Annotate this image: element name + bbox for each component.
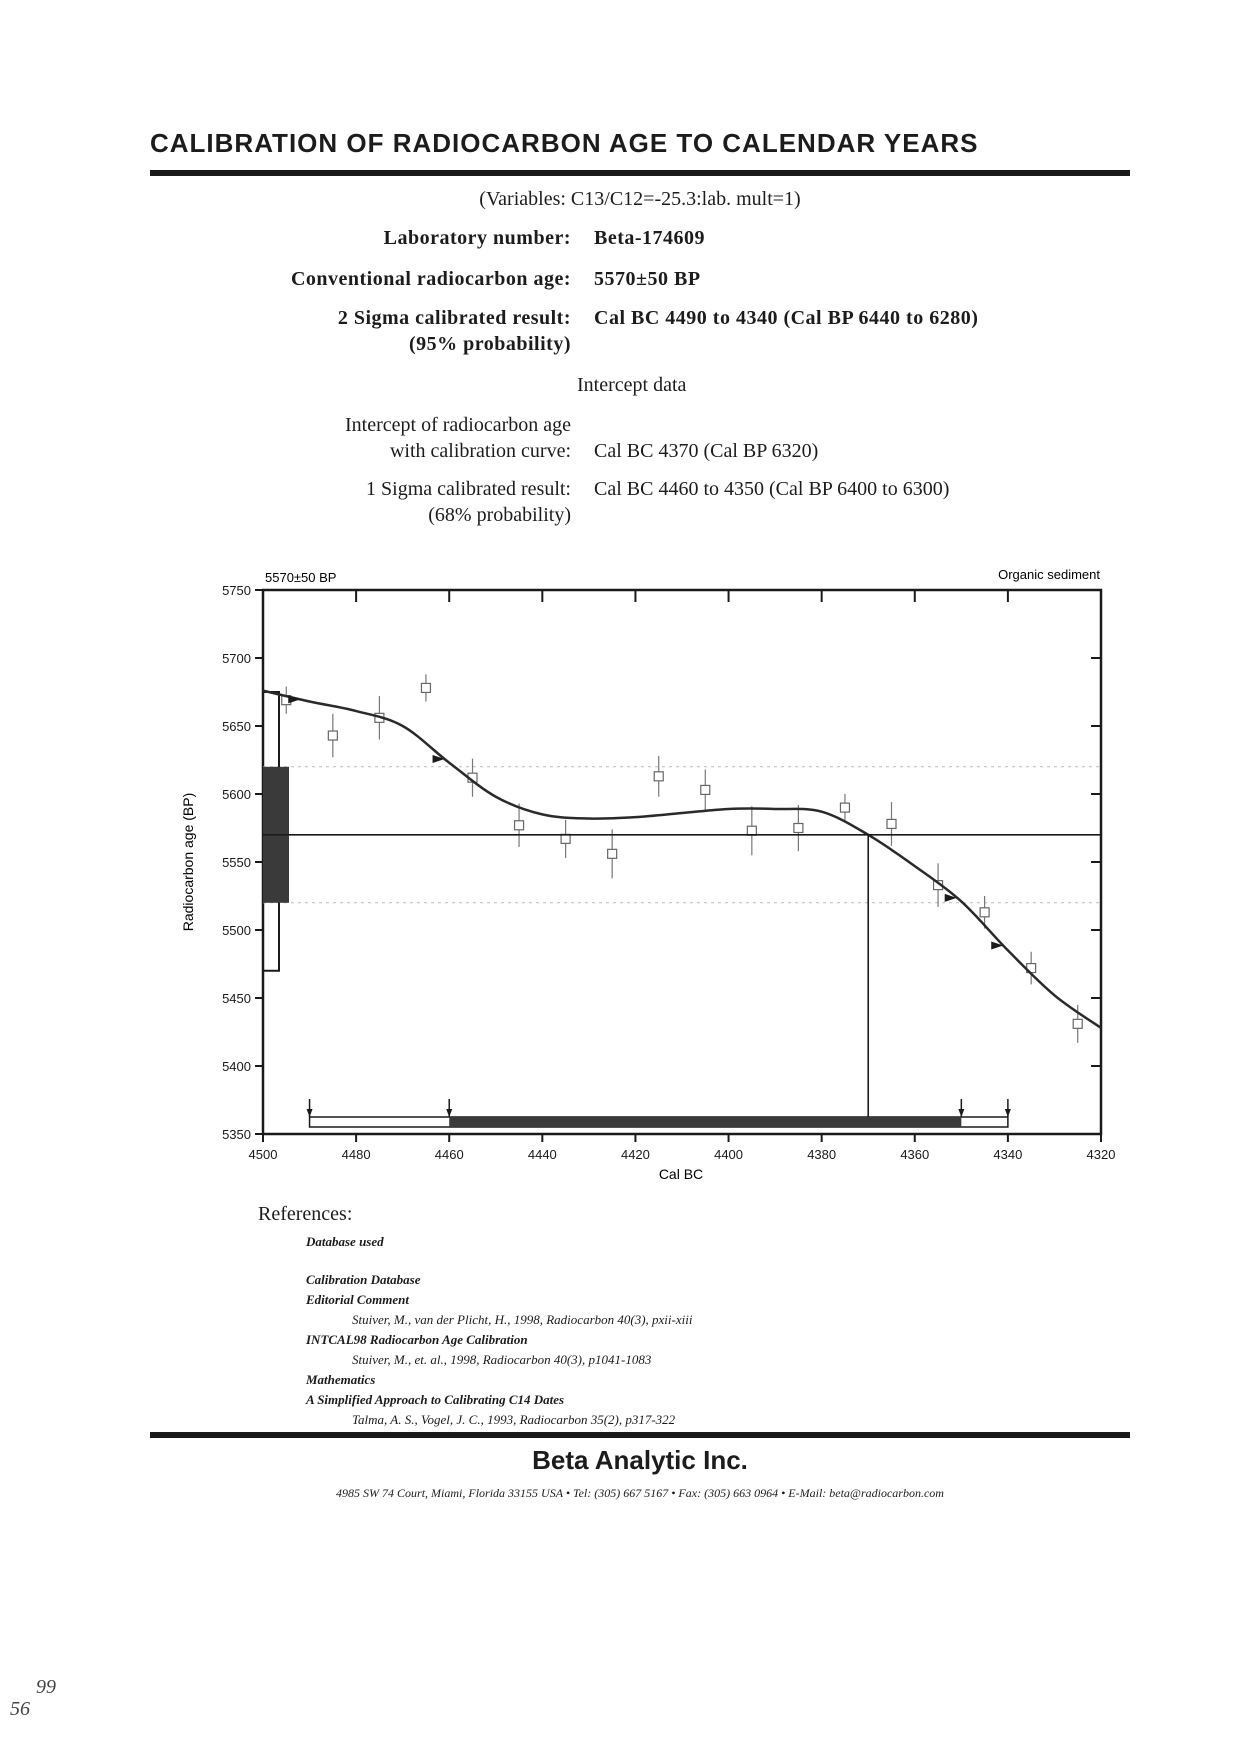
y-tick-label: 5600 bbox=[222, 787, 251, 802]
reference-3: Talma, A. S., Vogel, J. C., 1993, Radiocarbon 35(2), p317-322 bbox=[352, 1412, 676, 1427]
range-marker-arrow bbox=[1005, 1109, 1011, 1117]
data-point bbox=[747, 826, 756, 835]
company-name: Beta Analytic Inc. bbox=[532, 1445, 748, 1475]
sigma2-value: Cal BC 4490 to 4340 (Cal BP 6440 to 6280) bbox=[594, 307, 979, 329]
data-point bbox=[701, 785, 710, 794]
reference-1: Stuiver, M., van der Plicht, H., 1998, Radiocarbon 40(3), pxii-xiii bbox=[352, 1312, 693, 1327]
calibration-curve bbox=[263, 691, 1101, 1028]
intercept-label-2: with calibration curve: bbox=[389, 440, 571, 462]
data-point bbox=[421, 683, 430, 692]
y-tick-label: 5400 bbox=[222, 1059, 251, 1074]
sigma1-label: 1 Sigma calibrated result: bbox=[366, 478, 571, 500]
sigma2-probability-label: (95% probability) bbox=[408, 333, 571, 355]
sigma1-value: Cal BC 4460 to 4350 (Cal BP 6400 to 6300) bbox=[594, 478, 950, 500]
conventional-age-label: Conventional radiocarbon age: bbox=[290, 268, 571, 290]
y-tick-label: 5550 bbox=[222, 855, 251, 870]
plot-border bbox=[263, 590, 1101, 1134]
lab-number-value: Beta-174609 bbox=[594, 227, 706, 249]
lab-number-label: Laboratory number: bbox=[383, 227, 571, 249]
x-axis-title: Cal BC bbox=[658, 1166, 704, 1182]
axis-ticks bbox=[222, 583, 1115, 1162]
data-point bbox=[840, 803, 849, 812]
intercept-value: Cal BC 4370 (Cal BP 6320) bbox=[594, 440, 819, 462]
x-tick-label: 4480 bbox=[341, 1147, 371, 1162]
intcal-label: INTCAL98 Radiocarbon Age Calibration bbox=[306, 1332, 528, 1347]
data-point bbox=[328, 731, 337, 740]
data-point bbox=[980, 908, 989, 917]
handwritten-number-bottom: 56 bbox=[10, 1698, 30, 1720]
page-title: CALIBRATION OF RADIOCARBON AGE TO CALENDAR YEARS bbox=[150, 128, 979, 158]
y-tick-label: 5750 bbox=[222, 583, 251, 598]
data-points bbox=[282, 674, 1082, 1043]
data-point bbox=[654, 772, 663, 781]
variables-line: (Variables: C13/C12=-25.3:lab. mult=1) bbox=[479, 188, 801, 210]
data-point bbox=[887, 819, 896, 828]
references-heading: References: bbox=[258, 1203, 353, 1225]
y-tick-label: 5650 bbox=[222, 719, 251, 734]
data-point bbox=[1073, 1019, 1082, 1028]
intercept-heading: Intercept data bbox=[577, 374, 687, 396]
database-used-label: Database used bbox=[306, 1234, 384, 1249]
range-marker-arrow bbox=[446, 1109, 452, 1117]
x-tick-label: 4360 bbox=[900, 1147, 930, 1162]
x-tick-label: 4440 bbox=[527, 1147, 557, 1162]
sigma-bars bbox=[307, 1099, 1011, 1127]
y-tick-label: 5450 bbox=[222, 991, 251, 1006]
sigma2-label: 2 Sigma calibrated result: bbox=[337, 307, 571, 329]
x-tick-label: 4500 bbox=[248, 1147, 278, 1162]
editorial-comment-label: Editorial Comment bbox=[306, 1292, 409, 1307]
y-tick-label: 5500 bbox=[222, 923, 251, 938]
data-point bbox=[561, 834, 570, 843]
x-tick-label: 4420 bbox=[620, 1147, 650, 1162]
simplified-approach-label: A Simplified Approach to Calibrating C14 Dates bbox=[306, 1392, 565, 1407]
data-point bbox=[515, 821, 524, 830]
sigma1-bar bbox=[449, 1117, 961, 1127]
y-tick-label: 5350 bbox=[222, 1127, 251, 1142]
y-tick-label: 5700 bbox=[222, 651, 251, 666]
data-point bbox=[608, 849, 617, 858]
x-tick-label: 4340 bbox=[993, 1147, 1023, 1162]
x-tick-label: 4380 bbox=[807, 1147, 837, 1162]
handwritten-number-top: 99 bbox=[36, 1676, 56, 1698]
calibration-curve-line bbox=[263, 691, 1101, 1028]
intercept-label: Intercept of radiocarbon age bbox=[345, 414, 571, 436]
conventional-age-value: 5570±50 BP bbox=[594, 268, 701, 290]
calibration-database-label: Calibration Database bbox=[306, 1272, 421, 1287]
range-marker-arrow bbox=[307, 1109, 313, 1117]
data-point bbox=[794, 824, 803, 833]
chart-age-label: 5570±50 BP bbox=[265, 570, 337, 585]
x-tick-label: 4400 bbox=[714, 1147, 744, 1162]
measured-age-lines bbox=[263, 835, 1101, 1117]
x-tick-label: 4320 bbox=[1086, 1147, 1116, 1162]
company-address: 4985 SW 74 Court, Miami, Florida 33155 USA • Tel: (305) 667 5167 • Fax: (305) 663 0964 • E-Mail: beta@radiocarbon.com bbox=[336, 1486, 944, 1500]
curve-arrow-marker bbox=[288, 695, 300, 703]
x-tick-label: 4460 bbox=[434, 1147, 464, 1162]
probability-distributions bbox=[263, 692, 289, 971]
sigma1-probability-label: (68% probability) bbox=[428, 504, 571, 526]
mathematics-label: Mathematics bbox=[306, 1372, 376, 1387]
reference-2: Stuiver, M., et. al., 1998, Radiocarbon 40(3), p1041-1083 bbox=[352, 1352, 652, 1367]
y-axis-title: Radiocarbon age (BP) bbox=[180, 792, 196, 932]
sample-type-label: Organic sediment bbox=[998, 567, 1100, 582]
chart-frame bbox=[263, 590, 1101, 1134]
handwritten-page-note bbox=[10, 1676, 56, 1720]
range-marker-arrow bbox=[958, 1109, 964, 1117]
bottom-rule bbox=[150, 1432, 1130, 1438]
